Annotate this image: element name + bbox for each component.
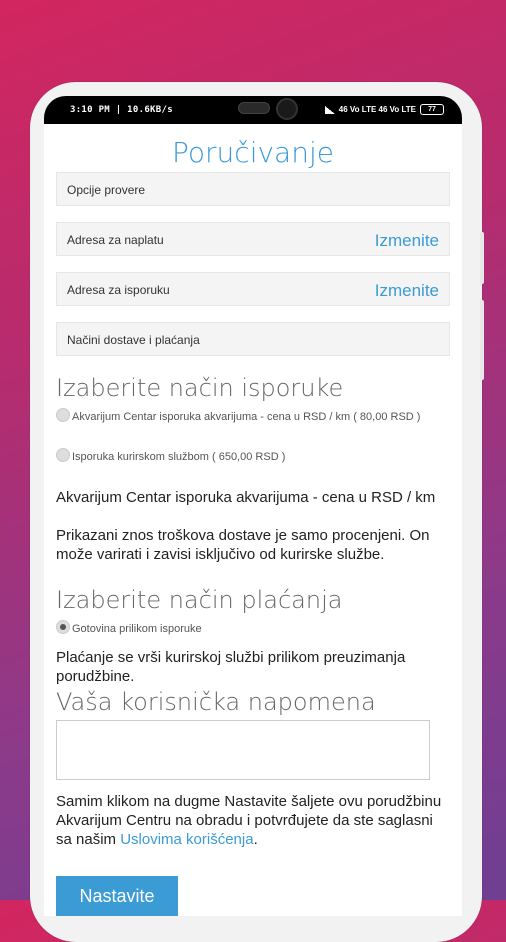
terms-link[interactable]: Uslovima korišćenja [120, 831, 254, 848]
shipping-note: Prikazani znos troškova dostave je samo procenjeni. On može varirati i zavisi isključivo od kurirske službe. [56, 527, 430, 563]
radio-button-checked[interactable] [56, 620, 70, 634]
phone-side-button [480, 232, 484, 284]
shipping-selected-title: Akvarijum Centar isporuka akvarijuma - cena u RSD / km [56, 489, 436, 506]
section-shipping-address[interactable] [56, 272, 450, 306]
status-icons [325, 104, 444, 115]
section-label: Adresa za naplatu [67, 233, 164, 247]
option-label: Isporuka kurirskom službom ( 650,00 RSD ) [72, 451, 286, 463]
section-billing-address[interactable] [56, 222, 450, 256]
comment-textarea[interactable] [56, 720, 430, 780]
payment-option-cash[interactable] [56, 620, 446, 638]
speaker-notch [238, 102, 270, 114]
page-title: Poručivanje [172, 136, 334, 169]
payment-heading: Izaberite način plaćanja [56, 586, 343, 614]
edit-shipping-link[interactable]: Izmenite [374, 281, 439, 300]
section-label: Adresa za isporuku [67, 283, 170, 297]
phone-side-button [480, 300, 484, 380]
section-delivery-payment[interactable] [56, 322, 450, 356]
comment-heading: Vaša korisnička napomena [56, 688, 376, 716]
terms-text [56, 792, 452, 849]
shipping-option-aquarium[interactable] [56, 408, 446, 426]
section-check-options[interactable] [56, 172, 450, 206]
option-label: Gotovina prilikom isporuke [72, 623, 202, 635]
camera-notch [276, 98, 298, 120]
terms-end: . [253, 831, 258, 848]
status-time: 3:10 PM | 10.6KB/s [70, 105, 173, 115]
app-screen [44, 96, 462, 916]
radio-button[interactable] [56, 448, 70, 462]
shipping-heading: Izaberite način isporuke [56, 374, 344, 402]
status-bar [44, 96, 462, 124]
network-label: 46 Vo LTE 46 Vo LTE [338, 105, 416, 114]
option-label: Akvarijum Centar isporuka akvarijuma - cena u RSD / km ( 80,00 RSD ) [72, 411, 421, 423]
battery-icon: 77 [420, 104, 444, 115]
payment-note: Plaćanje se vrši kurirskoj službi prilikom preuzimanja porudžbine. [56, 649, 406, 685]
radio-button[interactable] [56, 408, 70, 422]
terms-body: Samim klikom na dugme Nastavite šaljete ovu porudžbinu Akvarijum Centru na obradu i potvrđujete da ste saglasni sa našim [56, 793, 442, 848]
signal-icon [325, 106, 335, 114]
shipping-option-courier[interactable] [56, 448, 446, 466]
section-label: Opcije provere [67, 183, 146, 197]
continue-button[interactable]: Nastavite [56, 876, 178, 916]
section-label: Načini dostave i plaćanja [67, 333, 200, 347]
edit-billing-link[interactable]: Izmenite [374, 231, 439, 250]
